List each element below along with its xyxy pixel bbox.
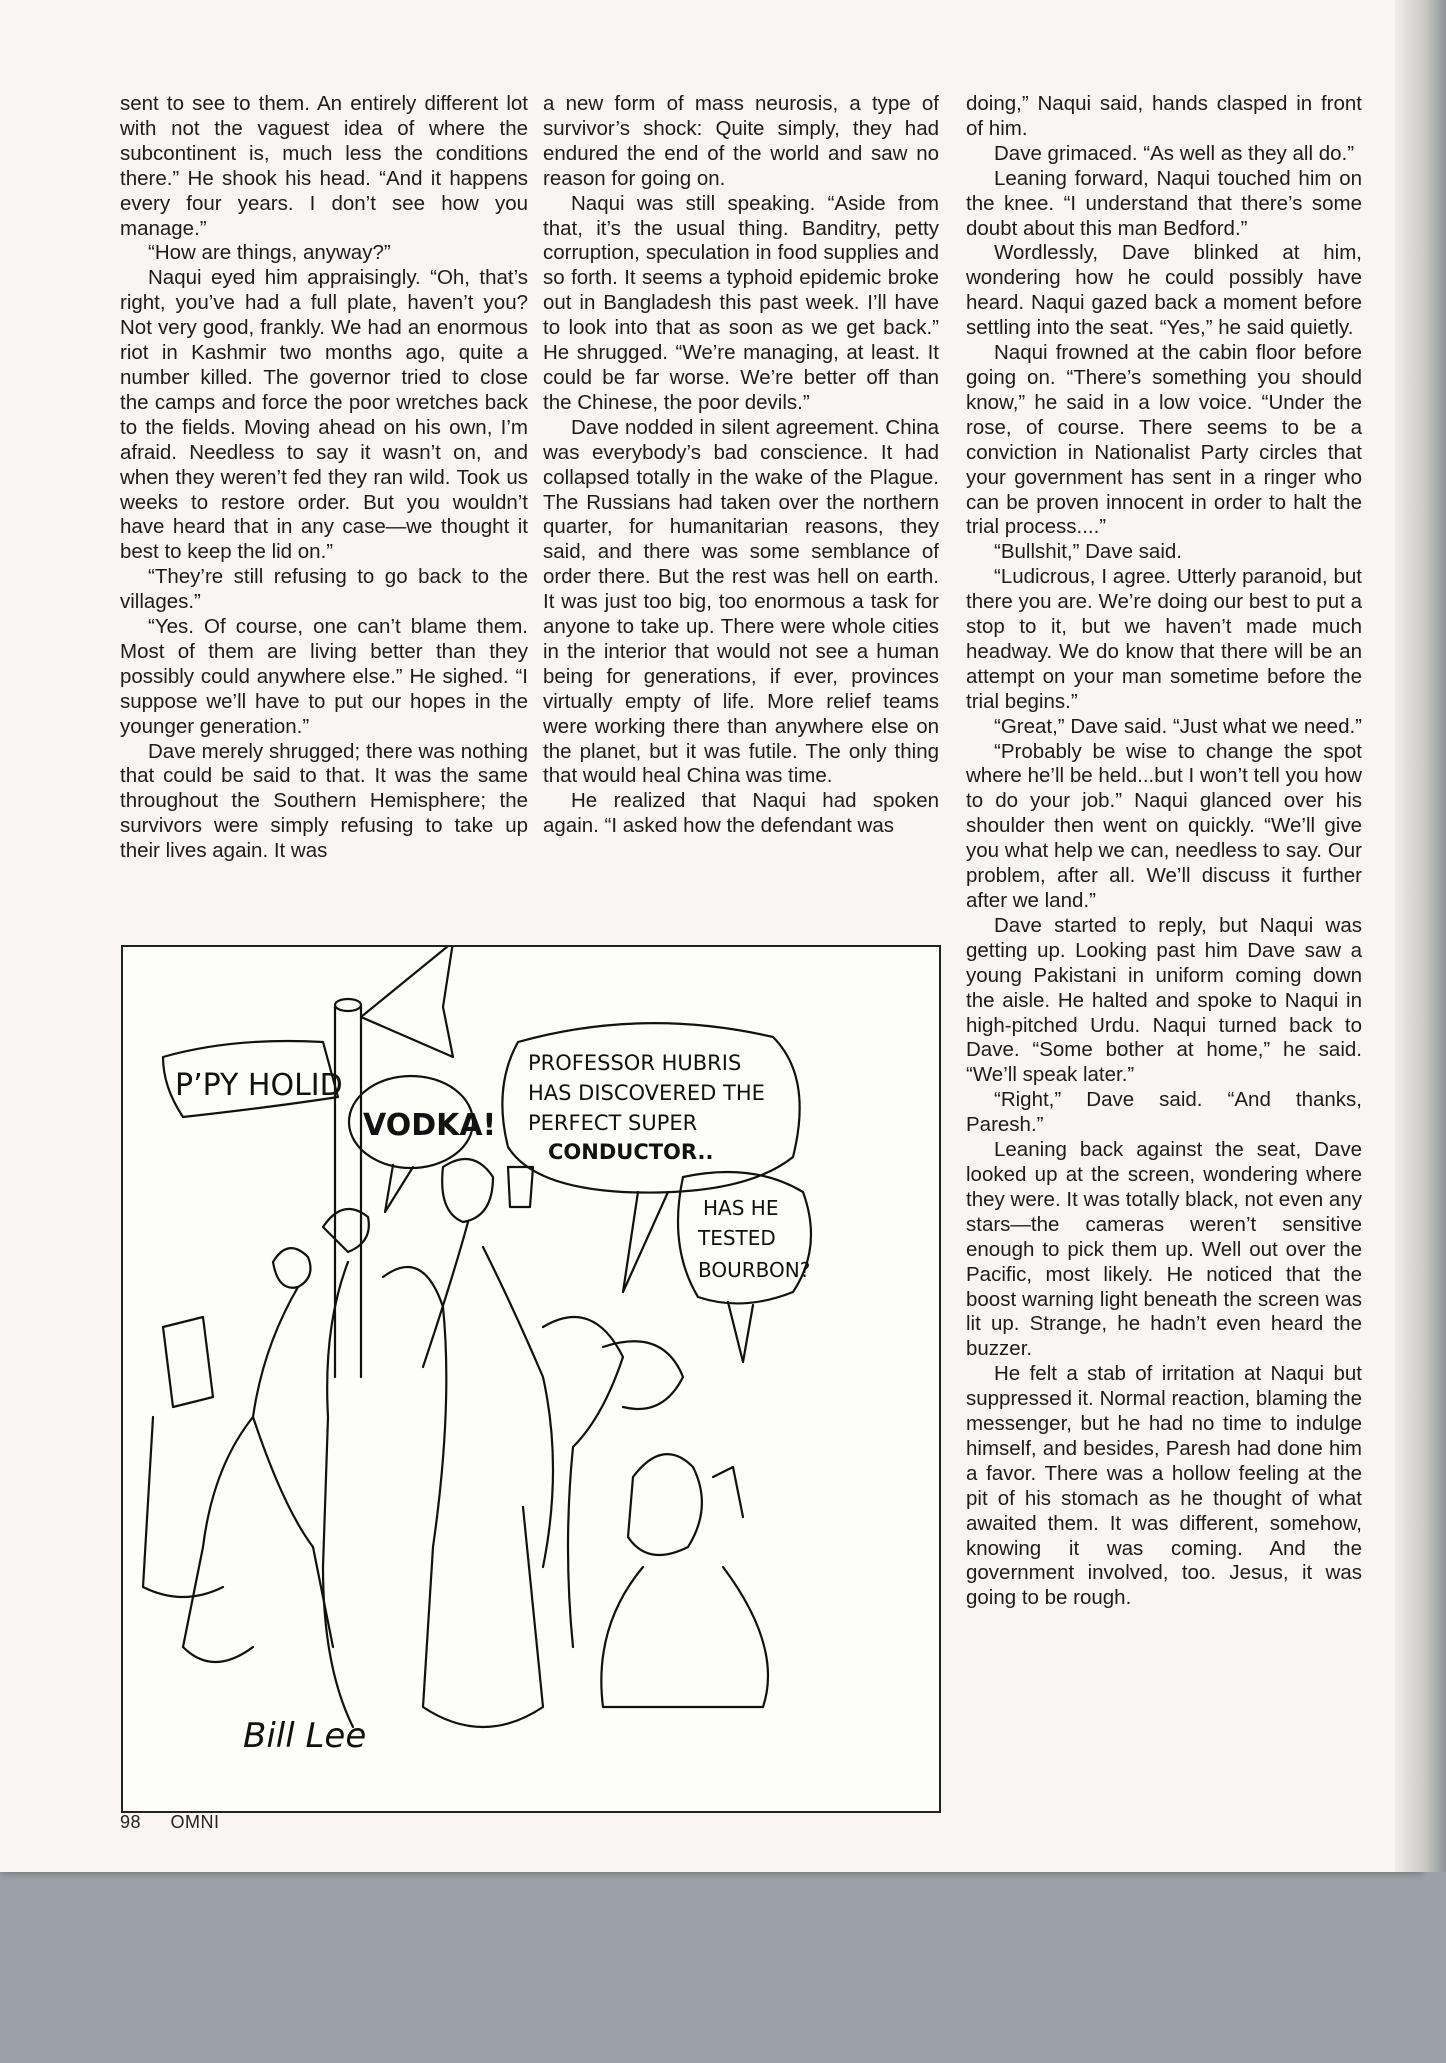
paragraph: Dave nodded in silent agreement. China was everybody’s bad conscience. It had collapsed totally in the wake of the Plague. The Russians had taken over the northern quarter, for humanitarian reasons, they said, and there was some semblance of order there. But the rest was hell on earth. It was just too big, too enormous a task for anyone to take up. There were whole cities in the interior that would not see a human being for generations, if ever, provinces virtually empty of life. More relief teams were working there than anywhere else on the planet, but it was futile. The only thing that would heal China was time. bbox=[543, 415, 939, 788]
paragraph: Leaning back against the seat, Dave looked up at the screen, wondering where they were. It was totally black, not even any stars—the cameras weren’t sensitive enough to pick them up. Well out over the Pacific, most likely. He noticed that the boost warning light beneath the screen was lit up. Strange, he hadn’t even heard the buzzer. bbox=[966, 1138, 1362, 1361]
paragraph: He realized that Naqui had spoken again. “I asked how the defendant was bbox=[543, 789, 939, 838]
bourbon-line-2: TESTED bbox=[698, 1226, 776, 1250]
bourbon-line-3: BOURBON? bbox=[698, 1258, 811, 1282]
paragraph: “Bullshit,” Dave said. bbox=[994, 540, 1182, 564]
professor-line-1: PROFESSOR HUBRIS bbox=[528, 1051, 742, 1075]
paragraph: doing,” Naqui said, hands clasped in front of him. bbox=[966, 92, 1362, 140]
paragraph: a new form of mass neurosis, a type of survivor’s shock: Quite simply, they had endured the end of the world and saw no reason for going on. bbox=[543, 92, 939, 190]
paragraph: “Probably be wise to change the spot where he’ll be held...but I won’t tell you how to do your job.” Naqui glanced over his shoulder then went on quickly. “We’ll give you what help we can, needless to say. Our problem, after all. We’ll discuss it further after we land.” bbox=[966, 739, 1362, 912]
page-edge-shadow bbox=[1395, 0, 1446, 1872]
paragraph: Dave merely shrugged; there was nothing that could be said to that. It was the same throughout the Southern Hemisphere; the survivors were simply refusing to take up their lives again. It was bbox=[120, 739, 528, 863]
professor-line-3: PERFECT SUPER bbox=[528, 1111, 698, 1135]
page-footer bbox=[120, 1812, 244, 1833]
paragraph: “Right,” Dave said. “And thanks, Paresh.” bbox=[966, 1088, 1362, 1137]
paragraph: “They’re still refusing to go back to the villages.” bbox=[120, 565, 528, 614]
bourbon-line-1: HAS HE bbox=[703, 1196, 779, 1220]
text-column-3 bbox=[966, 92, 1362, 1611]
paragraph: Wordlessly, Dave blinked at him, wondering how he could possibly have heard. Naqui gazed back a moment before settling into the seat. “Yes,” he said quietly. bbox=[966, 241, 1362, 340]
pole-top bbox=[335, 999, 361, 1011]
paragraph: Naqui was still speaking. “Aside from that, it’s the usual thing. Banditry, petty corruption, speculation in food supplies and so forth. It seems a typhoid epidemic broke out in Bangladesh this past week. I’ll have to look into that as soon as we get back.” He shrugged. “We’re managing, at least. It could be far worse. We’re better off than the Chinese, the poor devils.” bbox=[543, 191, 939, 414]
professor-line-4: CONDUCTOR.. bbox=[548, 1140, 714, 1164]
flag bbox=[361, 947, 453, 1057]
paragraph: Dave grimaced. “As well as they all do.” bbox=[994, 141, 1355, 165]
paragraph: sent to see to them. An entirely different lot with not the vaguest idea of where the subcontinent is, much less the conditions there.” He shook his head. “And it happens every four years. I don’t see how you manage.” bbox=[120, 92, 528, 240]
paragraph: Leaning forward, Naqui touched him on the knee. “I understand that there’s some doubt about this man Bedford.” bbox=[966, 166, 1362, 240]
paragraph: Naqui frowned at the cabin floor before going on. “There’s something you should know,” he said in a low voice. “Under the rose, of course. There seems to be a conviction in Nationalist Party circles that your government has sent in a ringer who can be proven innocent in order to halt the trial process....” bbox=[966, 341, 1362, 539]
paragraph: “Yes. Of course, one can’t blame them. Most of them are living better than they possibly could anywhere else.” He sighed. “I suppose we’ll have to put our hopes in the younger generation.” bbox=[120, 615, 528, 738]
magazine-name: OMNI bbox=[170, 1812, 220, 1832]
paragraph: He felt a stab of irritation at Naqui but suppressed it. Normal reaction, blaming the messenger, but he had no time to indulge himself, and besides, Paresh had done him a favor. There was a hollow feeling at the pit of his stomach as he thought of what awaited them. It was different, somehow, knowing it was coming. And the government involved, too. Jesus, it was going to be rough. bbox=[966, 1362, 1362, 1610]
paragraph: Dave started to reply, but Naqui was getting up. Looking past him Dave saw a young Pakistani in uniform coming down the aisle. He halted and spoke to Naqui in high-pitched Urdu. Naqui turned back to Dave. “Some bother at home,” he said. “We’ll speak later.” bbox=[966, 913, 1362, 1087]
cartoon-illustration bbox=[121, 945, 941, 1813]
vodka-text: VODKA! bbox=[363, 1108, 497, 1143]
banner-text: P’PY HOLID bbox=[175, 1068, 343, 1103]
paragraph: Naqui eyed him appraisingly. “Oh, that’s right, you’ve had a full plate, haven’t you? Not very good, frankly. We had an enormous riot in Kashmir two months ago, quite a number killed. The governor tried to close the camps and force the poor wretches back to the fields. Moving ahead on his own, I’m afraid. Needless to say it wasn’t on, and when they weren’t fed they ran wild. Took us weeks to restore order. But you wouldn’t have heard that in any case—we thought it best to keep the lid on.” bbox=[120, 266, 528, 564]
page-number: 98 bbox=[120, 1812, 142, 1832]
artist-signature: Bill Lee bbox=[243, 1716, 367, 1756]
professor-line-2: HAS DISCOVERED THE bbox=[528, 1081, 765, 1105]
paragraph: “How are things, anyway?” bbox=[148, 241, 391, 265]
paragraph: “Ludicrous, I agree. Utterly paranoid, but there you are. We’re doing our best to put a stop to it, but we haven’t made much headway. We do know that there will be an attempt on your man sometime before the trial begins.” bbox=[966, 565, 1362, 713]
text-column-1 bbox=[120, 92, 528, 864]
paragraph: “Great,” Dave said. “Just what we need.” bbox=[994, 714, 1363, 738]
pole bbox=[335, 1005, 361, 1377]
crowd-figures bbox=[143, 1159, 768, 1727]
professor-bubble bbox=[502, 1023, 799, 1192]
text-column-2 bbox=[543, 92, 939, 839]
